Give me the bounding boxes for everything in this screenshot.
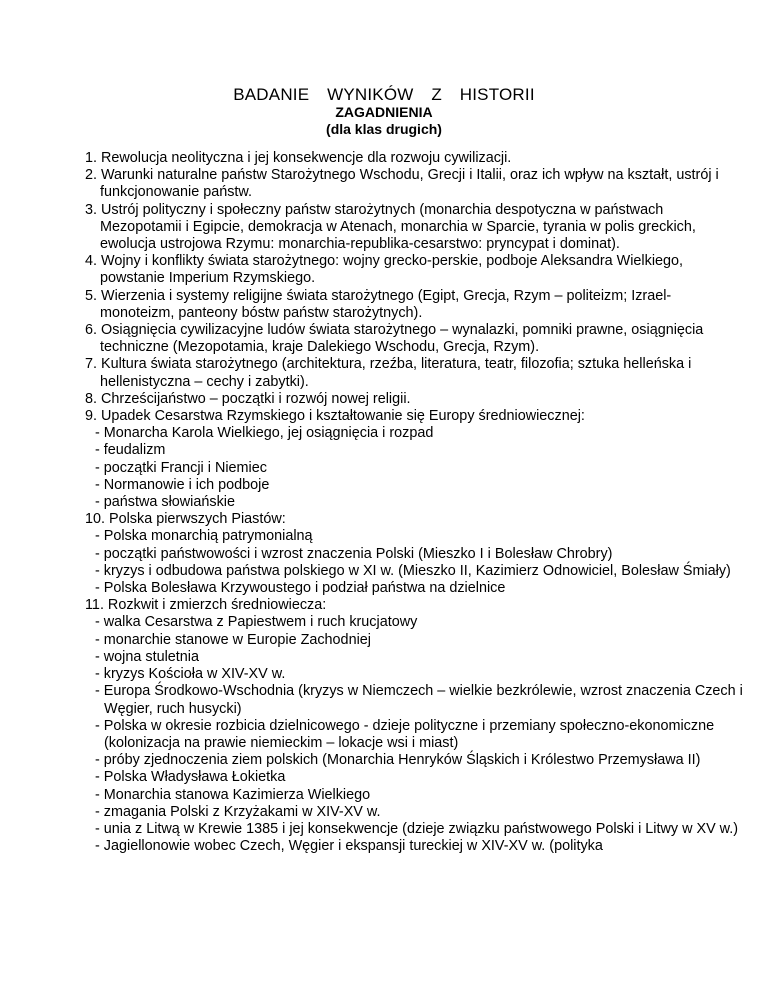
- topic-item-8: 8. Chrześcijaństwo – początki i rozwój nowej religii.: [85, 390, 411, 407]
- topic-11-subitem: - próby zjednoczenia ziem polskich (Monarchia Henryków Śląskich i Królestwo Przemysława II): [95, 752, 701, 769]
- topic-item-11: 11. Rozkwit i zmierzch średniowiecza:: [85, 597, 327, 614]
- topic-10-subitem: - Polska Bolesława Krzywoustego i podział państwa na dzielnice: [95, 580, 506, 597]
- topic-11-subitem: - monarchie stanowe w Europie Zachodniej: [95, 631, 371, 648]
- topic-9-subitem: - feudalizm: [95, 442, 166, 459]
- topic-item-2: 2. Warunki naturalne państw Starożytnego Wschodu, Grecji i Italii, oraz ich wpływ na kształt, ustrój i funkcjonowanie państw.: [85, 167, 719, 201]
- topic-11-subitem: - wojna stuletnia: [95, 648, 199, 665]
- topic-10-subitem: - kryzys i odbudowa państwa polskiego w XI w. (Mieszko II, Kazimierz Odnowiciel, Bolesław Śmiały): [95, 562, 731, 579]
- document-subtitle: ZAGADNIENIA: [335, 104, 433, 120]
- topic-10-subitem: - początki państwowości i wzrost znaczenia Polski (Mieszko I i Bolesław Chrobry): [95, 545, 613, 562]
- topics-list: [85, 150, 745, 855]
- topic-11-subitem: - unia z Litwą w Krewie 1385 i jej konsekwencje (dzieje związku państwowego Polski i Litwy w XV w.): [95, 820, 739, 837]
- topic-item-10: 10. Polska pierwszych Piastów:: [85, 511, 286, 528]
- topic-item-9: 9. Upadek Cesarstwa Rzymskiego i kształtowanie się Europy średniowiecznej:: [85, 408, 585, 425]
- topic-11-subitem: - kryzys Kościoła w XIV-XV w.: [95, 666, 286, 683]
- topic-11-subitem: - Jagiellonowie wobec Czech, Węgier i ekspansji tureckiej w XIV-XV w. (polityka: [95, 838, 603, 855]
- topic-9-subitem: - Monarcha Karola Wielkiego, jej osiągnięcia i rozpad: [95, 425, 434, 442]
- topic-item-5: 5. Wierzenia i systemy religijne świata starożytnego (Egipt, Grecja, Rzym – politeizm; Izrael- monoteizm, panteony bóstw państw starożytnych).: [85, 287, 672, 321]
- topic-11-subitem: - Polska w okresie rozbicia dzielnicowego - dzieje polityczne i przemiany społeczno-ekonomiczne (kolonizacja na prawie niemieckim – lokacje wsi i miast): [95, 717, 715, 751]
- topic-item-1: 1. Rewolucja neolityczna i jej konsekwencje dla rozwoju cywilizacji.: [85, 150, 512, 166]
- topic-item-3: 3. Ustrój polityczny i społeczny państw starożytnych (monarchia despotyczna w państwach Mezopotamii i Egipcie, demokracja w Atenach, monarchia w Sparcie, tyrania w polis greckich, ewolucja ustrojowa Rzymu: monarchia-republika-cesarstwo: pryncypat i dominat).: [85, 201, 696, 253]
- topic-11-subitem: - walka Cesarstwa z Papiestwem i ruch krucjatowy: [95, 614, 418, 631]
- topic-9-subitem: - Normanowie i ich podboje: [95, 476, 270, 493]
- topic-11-subitem: - Monarchia stanowa Kazimierza Wielkiego: [95, 786, 371, 803]
- topic-10-subitem: - Polska monarchią patrymonialną: [95, 528, 313, 545]
- topic-item-6: 6. Osiągnięcia cywilizacyjne ludów świata starożytnego – wynalazki, pomniki prawne, osiągnięcia techniczne (Mezopotamia, kraje Dalekiego Wschodu, Grecja, Rzym).: [85, 322, 704, 356]
- topic-item-4: 4. Wojny i konflikty świata starożytnego: wojny grecko-perskie, podboje Aleksandra Wielkiego, powstanie Imperium Rzymskiego.: [85, 253, 684, 287]
- topic-9-subitem: - początki Francji i Niemiec: [95, 459, 267, 476]
- document-subtitle-audience: (dla klas drugich): [326, 121, 442, 137]
- topic-item-7: 7. Kultura świata starożytnego (architektura, rzeźba, literatura, teatr, filozofia; sztuka helleńska i hellenistyczna – cechy i zabytki).: [85, 356, 692, 390]
- topic-11-subitem: - zmagania Polski z Krzyżakami w XIV-XV w.: [95, 803, 381, 820]
- topic-11-subitem: - Polska Władysława Łokietka: [95, 769, 286, 786]
- topic-9-subitem: - państwa słowiańskie: [95, 494, 235, 511]
- topic-11-subitem: - Europa Środkowo-Wschodnia (kryzys w Niemczech – wielkie bezkrólewie, wzrost znaczenia Czech i Węgier, ruch husycki): [95, 683, 743, 717]
- document-title: BADANIE WYNIKÓW Z HISTORII: [233, 85, 535, 104]
